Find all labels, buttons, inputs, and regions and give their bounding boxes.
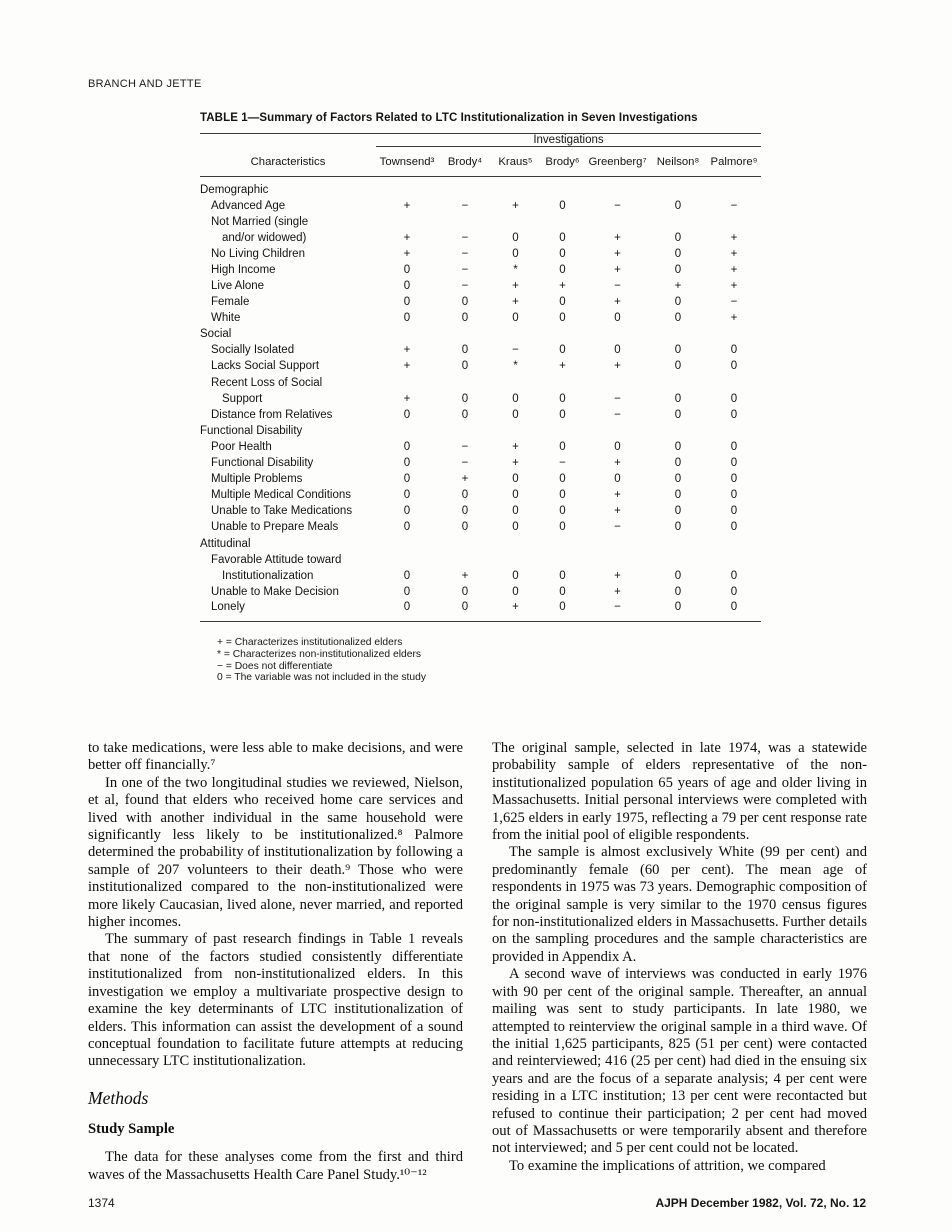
cell-value: 0 [730,601,738,614]
cell-value [539,423,586,439]
cell-value [492,177,539,199]
cell-value: 0 [674,440,682,453]
paragraph: To examine the implications of attrition, we compared [509,1157,826,1174]
cell-value: − [614,280,621,293]
page-footer [88,1196,866,1210]
table-footnote: + = Characterizes institutionalized elders [217,637,403,649]
investigations-group-row [200,134,761,147]
cell-value: 0 [614,473,621,486]
cell-value [707,536,761,552]
paragraph: In one of the two longitudinal studies we reviewed, Nielson, et al, found that elders who received home care services and lived with another individual in the same household were significantly less likely to be institutionalized.⁸ Palmore determined the probability of institutionalization by following a sample of 207 volunteers to their death.⁹ Those who were institutionalized compared to the non-institutionalized were more likely Caucasian, lived alone, never married, and reported higher incomes. [88,774,463,931]
column-header: Brody⁶ [539,147,586,177]
cell-value: 0 [403,457,411,470]
cell-value: + [614,360,621,373]
cell-value [649,214,707,230]
cell-value: 0 [461,408,469,421]
column-header: Brody⁴ [438,147,492,177]
row-label: Unable to Take Medications [211,505,353,518]
cell-value: 0 [674,231,682,244]
cell-value: 0 [512,312,519,325]
cell-value: + [614,231,621,244]
cell-value: 0 [730,408,738,421]
cell-value: 0 [461,392,469,405]
cell-value: 0 [730,569,738,582]
cell-value: + [614,247,621,260]
cell-value: 0 [403,312,411,325]
column-header: Greenberg⁷ [586,147,649,177]
right-text-column [492,740,867,1184]
table-row [200,504,761,520]
cell-value: − [614,601,621,614]
cell-value: + [614,296,621,309]
row-label: White [211,312,241,325]
cell-value [492,423,539,439]
cell-value: − [559,457,566,470]
cell-value: 0 [559,344,566,357]
row-label: Not Married (single [211,215,309,228]
cell-value [438,214,492,230]
cell-value: 0 [730,585,738,598]
row-label: Unable to Prepare Meals [211,521,339,534]
row-label: Socially Isolated [211,344,295,357]
cell-value [707,552,761,568]
paragraph: The original sample, selected in late 1974, was a statewide probability sample of elders representative of the non-institutionalized population 65 years of age and older living in Massachusetts. Initial personal interviews were completed with 1,625 elders in early 1975, reflecting a 79 per cent response rate from the initial pool of eligible respondents. [492,740,867,844]
table-row [200,568,761,584]
table-row [200,262,761,278]
column-header-row [200,147,761,177]
cell-value [707,214,761,230]
cell-value: 0 [674,505,682,518]
cell-value: 0 [559,408,566,421]
paragraph: The data for these analyses come from the first and third waves of the Massachusetts Health Care Panel Study.¹⁰⁻¹² [88,1149,463,1183]
cell-value: − [461,199,469,212]
cell-value: 0 [730,521,738,534]
cell-value: * [513,360,518,373]
cell-value [586,375,649,391]
row-label: Poor Health [211,440,272,453]
cell-value: 0 [461,360,469,373]
cell-value [376,423,438,439]
cell-value: 0 [403,263,411,276]
table-row [200,327,761,343]
cell-value: 0 [461,521,469,534]
cell-value: 0 [512,585,519,598]
cell-value: − [614,392,621,405]
cell-value: 0 [730,392,738,405]
cell-value: 0 [559,489,566,502]
cell-value: 0 [674,521,682,534]
table-row [200,472,761,488]
cell-value: + [730,263,738,276]
cell-value: + [461,569,469,582]
table-row [200,391,761,407]
cell-value [539,552,586,568]
row-label: Female [211,296,250,309]
row-label: Recent Loss of Social [211,376,323,389]
paragraph: A second wave of interviews was conducted in early 1976 with 90 per cent of the original sample. Thereafter, an annual mailing was sent to study participants. In late 1980, we attempted to reinterview the original sample in a third wave. Of the initial 1,625 participants, 825 (51 per cent) were contacted and reinterviewed; 416 (25 per cent) had died in the ensuing six years and are the focus of a separate analysis; 4 per cent were residing in a LTC institution; 13 per cent were recontacted but refused to continue their participation; 2 per cent had moved out of Massachusetts or were temporarily absent and therefore not interviewed; and 5 per cent could not be located. [492,966,867,1157]
table-row [200,295,761,311]
cell-value: − [730,199,738,212]
cell-value: 0 [730,344,738,357]
table-row [200,343,761,359]
cell-value [586,327,649,343]
table-row [200,214,761,230]
cell-value: − [461,440,469,453]
cell-value: 0 [403,585,411,598]
cell-value: 0 [403,489,411,502]
cell-value: + [461,473,469,486]
cell-value [438,177,492,199]
row-label: High Income [211,263,276,276]
section-heading: Methods [88,1087,149,1108]
cell-value [707,375,761,391]
cell-value: + [403,199,411,212]
cell-value: + [512,296,519,309]
cell-value: 0 [512,247,519,260]
cell-value: 0 [461,601,469,614]
cell-value [492,552,539,568]
cell-value [376,375,438,391]
cell-value: 0 [674,601,682,614]
row-label: Demographic [200,184,269,196]
table-row [200,439,761,455]
cell-value: 0 [403,601,411,614]
cell-value [649,552,707,568]
cell-value: 0 [512,521,519,534]
characteristics-header: Characteristics [200,147,376,177]
cell-value: 0 [512,231,519,244]
cell-value: 0 [730,440,738,453]
row-label: Favorable Attitude toward [211,553,342,566]
cell-value: 0 [461,585,469,598]
running-head: BRANCH AND JETTE [88,78,202,90]
cell-value [649,375,707,391]
cell-value [707,327,761,343]
cell-value: − [614,199,621,212]
cell-value: 0 [730,473,738,486]
cell-value [376,177,438,199]
cell-value: + [614,457,621,470]
paragraph: The sample is almost exclusively White (99 per cent) and predominantly female (60 per cent). The mean age of respondents in 1975 was 73 years. Demographic composition of the original sample is very similar to the 1970 census figures for non-institutionalized elders in Massachusetts. Further details on the sampling procedures and the sample characteristics are provided in Appendix A. [492,844,867,965]
cell-value: + [403,344,411,357]
cell-value: 0 [674,392,682,405]
row-label: Lonely [211,601,245,614]
row-label: Functional Disability [200,424,303,437]
row-label: Unable to Make Decision [211,585,339,598]
cell-value: 0 [674,263,682,276]
cell-value: + [512,457,519,470]
cell-value: − [461,247,469,260]
cell-value [539,214,586,230]
cell-value: + [730,247,738,260]
cell-value: + [614,489,621,502]
cell-value: + [559,360,566,373]
cell-value: + [614,263,621,276]
cell-value [492,536,539,552]
cell-value: 0 [674,473,682,486]
cell-value [438,536,492,552]
table-row [200,600,761,622]
cell-value [376,214,438,230]
cell-value: 0 [512,392,519,405]
cell-value: 0 [559,601,566,614]
table-footnote: 0 = The variable was not included in the study [217,672,427,684]
cell-value: 0 [674,360,682,373]
row-label: Multiple Problems [211,473,303,486]
column-header: Neilson⁸ [649,147,707,177]
cell-value: 0 [461,505,469,518]
table-row [200,246,761,262]
table-row [200,375,761,391]
cell-value: 0 [559,247,566,260]
cell-value: + [512,440,519,453]
spacer-cell [200,134,376,147]
cell-value: 0 [559,521,566,534]
cell-value: 0 [559,473,566,486]
cell-value: 0 [559,392,566,405]
table-row [200,311,761,327]
table-footnotes [200,637,761,683]
table-row [200,198,761,214]
column-header: Palmore⁹ [707,147,761,177]
cell-value [586,552,649,568]
table-row [200,278,761,294]
row-label: No Living Children [211,247,305,260]
cell-value: 0 [730,505,738,518]
cell-value: + [512,601,519,614]
cell-value: 0 [512,473,519,486]
left-text-column [88,740,463,1184]
column-header: Townsend³ [376,147,438,177]
table-row [200,456,761,472]
investigations-group-header: Investigations [376,134,761,147]
cell-value [649,536,707,552]
row-label: Advanced Age [211,199,286,212]
cell-value: + [559,280,566,293]
row-label: Live Alone [211,280,265,293]
cell-value: − [614,521,621,534]
cell-value: − [730,296,738,309]
row-label: Functional Disability [211,457,314,470]
cell-value: − [614,408,621,421]
cell-value: 0 [674,296,682,309]
cell-value: + [403,231,411,244]
table-row [200,584,761,600]
cell-value: 0 [614,312,621,325]
cell-value: − [461,280,469,293]
table-row [200,520,761,536]
table-body [200,177,761,622]
cell-value: 0 [674,569,682,582]
cell-value: + [674,280,682,293]
cell-value: − [461,263,469,276]
cell-value: 0 [512,505,519,518]
cell-value: 0 [403,440,411,453]
cell-value: 0 [559,440,566,453]
cell-value: − [461,231,469,244]
cell-value: 0 [461,489,469,502]
cell-value [649,177,707,199]
cell-value [707,423,761,439]
cell-value: + [730,312,738,325]
cell-value: 0 [614,440,621,453]
cell-value: − [512,344,519,357]
cell-value: 0 [461,344,469,357]
cell-value: 0 [674,408,682,421]
page-number: 1374 [88,1196,115,1210]
cell-value [438,375,492,391]
cell-value: 0 [461,312,469,325]
cell-value: 0 [461,296,469,309]
cell-value: + [512,199,519,212]
row-label: Lacks Social Support [211,360,320,373]
cell-value [586,423,649,439]
cell-value [376,552,438,568]
cell-value: + [403,360,411,373]
cell-value: 0 [403,569,411,582]
cell-value [492,375,539,391]
row-label: Social [200,328,232,341]
cell-value [586,214,649,230]
cell-value [539,327,586,343]
cell-value: + [512,280,519,293]
cell-value: 0 [559,585,566,598]
cell-value: 0 [403,473,411,486]
row-label: Multiple Medical Conditions [211,489,351,502]
cell-value: 0 [674,344,682,357]
cell-value: 0 [512,489,519,502]
cell-value: 0 [559,231,566,244]
cell-value [539,536,586,552]
table-row [200,177,761,199]
cell-value: + [403,392,411,405]
subsection-heading: Study Sample [88,1120,175,1137]
paragraph: The summary of past research findings in Table 1 reveals that none of the factors studied consistently differentiate institutionalized from non-institutionalized elders. In this investigation we employ a multivariate prospective design to examine the key determinants of LTC institutionalization of elders. This information can assist the development of a sound conceptual foundation to facilitate future attempts at reducing unnecessary LTC institutionalization. [88,931,463,1070]
row-label: Institutionalization [222,569,314,582]
cell-value: 0 [403,280,411,293]
cell-value [492,214,539,230]
cell-value: 0 [614,344,621,357]
cell-value [438,327,492,343]
table-row [200,488,761,504]
cell-value [376,327,438,343]
cell-value: 0 [403,521,411,534]
table-row [200,407,761,423]
row-label: Support [222,392,263,405]
cell-value: + [403,247,411,260]
cell-value: 0 [559,263,566,276]
body-text-columns [88,740,867,1184]
cell-value: + [614,505,621,518]
cell-value: 0 [512,408,519,421]
cell-value: − [461,457,469,470]
cell-value [376,536,438,552]
factors-table [200,133,761,622]
cell-value: + [614,569,621,582]
row-label: Attitudinal [200,537,251,550]
table-row [200,423,761,439]
row-label: and/or widowed) [222,231,307,244]
journal-citation: AJPH December 1982, Vol. 72, No. 12 [655,1196,866,1210]
cell-value: 0 [559,312,566,325]
cell-value: + [730,231,738,244]
cell-value: 0 [559,505,566,518]
cell-value: 0 [403,505,411,518]
cell-value [438,423,492,439]
cell-value: + [730,280,738,293]
cell-value: * [513,263,518,276]
cell-value [539,375,586,391]
cell-value [649,423,707,439]
cell-value [586,536,649,552]
table-footnote: − = Does not differentiate [217,660,333,672]
cell-value: 0 [559,569,566,582]
column-header: Kraus⁵ [492,147,539,177]
cell-value: 0 [674,312,682,325]
cell-value: 0 [730,360,738,373]
cell-value: 0 [559,296,566,309]
cell-value: 0 [674,457,682,470]
table-row [200,552,761,568]
table-row [200,536,761,552]
cell-value: 0 [674,247,682,260]
cell-value [492,327,539,343]
cell-value: 0 [674,199,682,212]
table-footnote: * = Characterizes non-institutionalized elders [217,648,422,660]
cell-value: 0 [730,489,738,502]
table-row [200,359,761,375]
row-label: Distance from Relatives [211,408,333,421]
paragraph: to take medications, were less able to make decisions, and were better off financially.⁷ [88,740,463,774]
cell-value [707,177,761,199]
cell-value: 0 [403,408,411,421]
cell-value [649,327,707,343]
cell-value [438,552,492,568]
cell-value [539,177,586,199]
cell-value [586,177,649,199]
table-row [200,230,761,246]
table-title: TABLE 1—Summary of Factors Related to LTC Institutionalization in Seven Investigations [200,112,698,124]
table-1-block [200,112,761,684]
cell-value: 0 [674,489,682,502]
cell-value: 0 [674,585,682,598]
cell-value: 0 [512,569,519,582]
cell-value: + [614,585,621,598]
cell-value: 0 [559,199,566,212]
cell-value: 0 [730,457,738,470]
cell-value: 0 [403,296,411,309]
